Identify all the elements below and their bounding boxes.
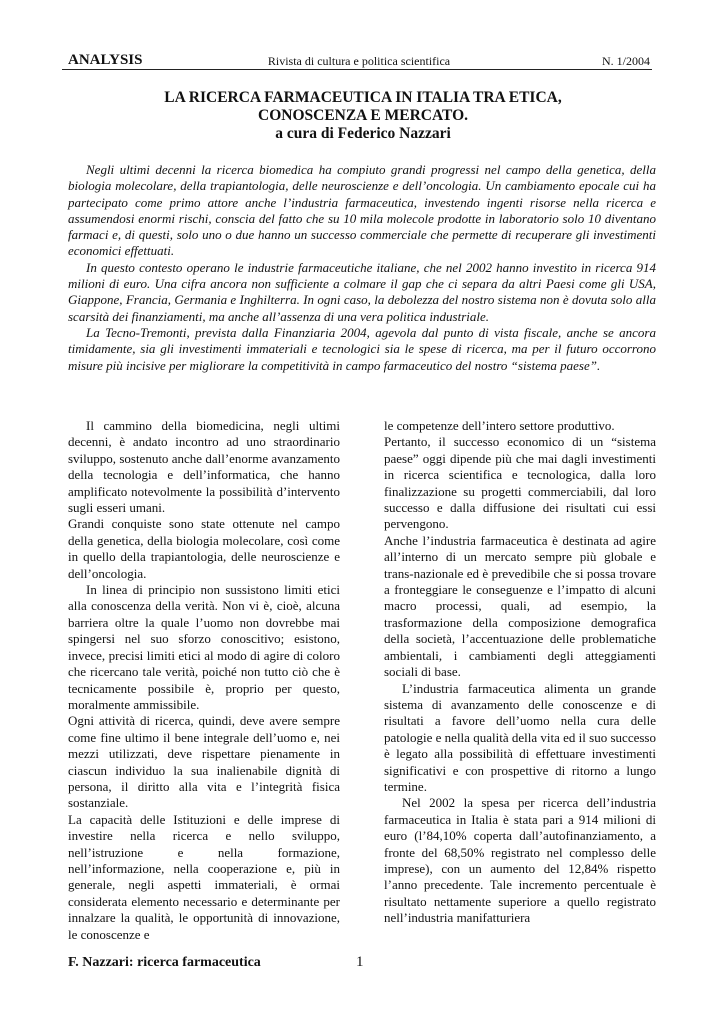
body-paragraph: Anche l’industria farmaceutica è destinata ad agire all’interno di un mercato sempre più globale e trans-nazionale ed è prevedibile che si possa trovare a fronteggiare le conseguenze e l’impatto di alcuni macro processi, quali, ad esempio, la trasformazione della composizione demografica della società, l’accentuazione delle problematiche ambientali, i cambiamenti degli atteggiamenti sociali di base. [384,532,656,680]
body-paragraph: L’industria farmaceutica alimenta un grande sistema di avanzamento delle conoscenze e di risultati a favore dell’uomo nella cura delle patologie e nella qualità della vita ed il suo successo è legato alla possibilità di effettuare investimenti significativi e con prospettive di ritorno a lungo termine. [384,680,656,794]
body-paragraph: Il cammino della biomedicina, negli ultimi decenni, è andato incontro ad uno straordinario sviluppo, sostenuto anche dall’enorme avanzamento della tecnologia e dell’informatica, che hanno amplificato notevolmente la possibilità d’intervento sugli esseri umani. [68,418,340,516]
title-line-1: LA RICERCA FARMACEUTICA IN ITALIA TRA ETICA, [164,89,562,106]
title-line-2: CONOSCENZA E MERCATO. [258,107,468,124]
abstract-paragraph: La Tecno-Tremonti, prevista dalla Finanziaria 2004, agevola dal punto di vista fiscale, anche se ancora timidamente, sia gli investimenti immateriali e tecnologici sia le spese di ricerca, ma per il futuro occorrono misure più incisive per migliorare la competitività in campo farmaceutico del nostro “sistema paese”. [68,324,656,373]
body-paragraph: Ogni attività di ricerca, quindi, deve avere sempre come fine ultimo il bene integrale dell’uomo e, nei mezzi utilizzati, deve rispettare pienamente in ciascun individuo la sua inalienabile dignità di persona, il diritto alla vita e l’integrità fisica sostanziale. [68,713,340,811]
body-column-right [384,418,656,927]
article-author: a cura di Federico Nazzari [275,125,451,142]
abstract-paragraph: In questo contesto operano le industrie farmaceutiche italiane, che nel 2002 hanno investito in ricerca 914 milioni di euro. Una cifra ancora non sufficiente a colmare il gap che ci separa da altri Paesi come gli USA, Giappone, Francia, Germania e Inghilterra. In ogni caso, la debolezza del nostro sistema non è dovuta solo alla scarsità dei finanziamenti, ma anche all’assenza di una vera politica industriale. [68,259,656,324]
journal-subtitle: Rivista di cultura e politica scientifica [267,54,451,68]
journal-name: ANALYSIS [68,52,143,68]
body-paragraph: le competenze dell’intero settore produttivo. [384,418,615,433]
body-paragraph: La capacità delle Istituzioni e delle imprese di investire nella ricerca e nello sviluppo, nell’istruzione e nella formazione, nell’informazione, nella cooperazione e, più in generale, negli aspetti immateriali, è ormai considerata elemento necessario e determinante per innalzare la qualità, le opportunità di innovazione, le conoscenze e [68,811,340,942]
header-rule [62,69,652,70]
article-title [68,89,658,143]
running-footer-title: F. Nazzari: ricerca farmaceutica [68,955,261,970]
abstract-paragraph: Negli ultimi decenni la ricerca biomedica ha compiuto grandi progressi nel campo della genetica, della biologia molecolare, della trapiantologia, delle neuroscienze e dell’oncologia. Un cambiamento epocale cui ha partecipato come primo attore anche l’industria farmaceutica, investendo ingenti risorse nella ricerca e assumendosi enormi rischi, conscia del fatto che su 10 mila molecole prodotte in laboratorio solo 10 diventano farmaci e, di questi, solo uno o due hanno un successo commerciale che permette di recuperare gli investimenti economici effettuati. [68,162,656,259]
body-paragraph: In linea di principio non sussistono limiti etici alla conoscenza della verità. Non vi è, cioè, alcuna barriera oltre la quale l’uomo non dovrebbe mai spingersi nel suo sforzo conoscitivo; esistono, invece, precisi limiti etici al modo di agire di coloro che ricercano tale verità, poiché non tutto ciò che è tecnicamente possibile è, proprio per questo, moralmente ammissibile. [68,582,340,712]
abstract [68,162,656,374]
body-paragraph: Pertanto, il successo economico di un “sistema paese” oggi dipende più che mai dagli investimenti in ricerca scientifica e tecnologica, dalla loro finalizzazione su progetti commerciabili, dal loro successo e dalla diffusione dei risultati cui essi pervengono. [384,434,656,532]
issue-number: N. 1/2004 [602,54,650,68]
page-number: 1 [356,954,364,970]
body-paragraph: Grandi conquiste sono state ottenute nel campo della genetica, della biologia molecolare, così come in quello della trapiantologia, delle neuroscienze e dell’oncologia. [68,516,340,581]
body-column-left [68,418,340,943]
body-paragraph: Nel 2002 la spesa per ricerca dell’industria farmaceutica in Italia è stata pari a 914 milioni di euro (l’84,10% coperta dall’autofinanziamento, a fronte del 68,50% registrato nel complesso delle imprese), con un aumento del 12,84% rispetto l’anno precedente. Tale incremento percentuale è risultato nettamente superiore a quello registrato nell’industria manifatturiera [384,795,656,926]
